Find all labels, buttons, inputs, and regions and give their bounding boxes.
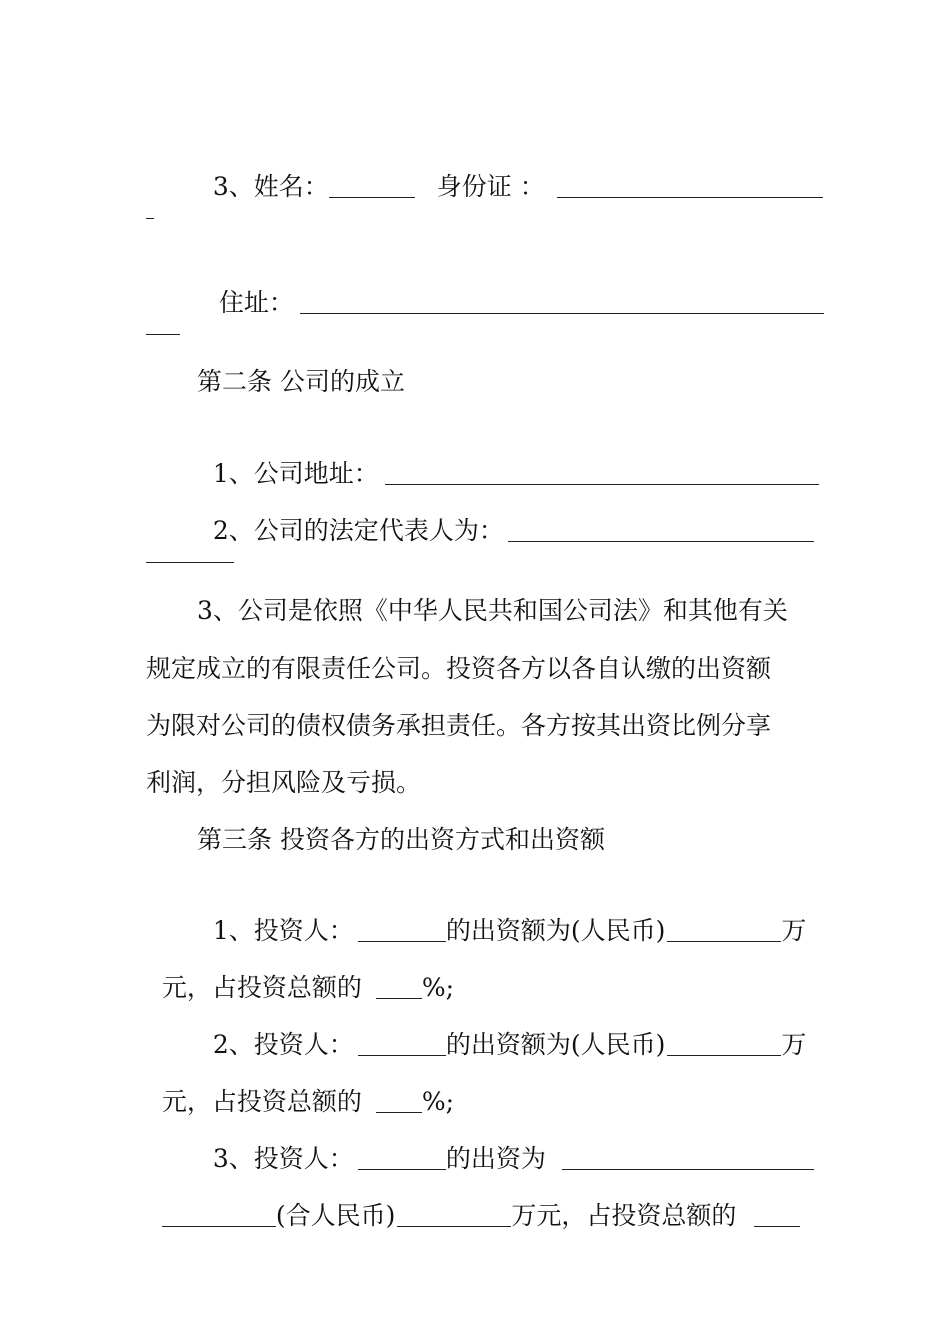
investor-3-share-label: 万元，占投资总额的 xyxy=(511,1201,737,1230)
investor-1-line xyxy=(197,880,807,945)
investor-3-rmb-label: (合人民币) xyxy=(275,1201,396,1230)
paragraph-line-2: 规定成立的有限责任公司。投资各方以各自认缴的出资额 xyxy=(146,654,772,683)
investor-2-label: 2、投资人： xyxy=(212,1030,354,1059)
investor-1-percent: %; xyxy=(421,973,455,1002)
id-blank-continued[interactable] xyxy=(146,218,154,219)
investor-2-share-label: 元，占投资总额的 xyxy=(161,1087,362,1116)
name-label: 3、姓名： xyxy=(212,172,329,201)
legal-rep-blank[interactable] xyxy=(508,517,814,542)
address-blank[interactable] xyxy=(300,289,824,314)
investor-3-share-blank[interactable] xyxy=(754,1202,800,1227)
investor-3-line xyxy=(197,1108,814,1173)
investor-2-unit: 万 xyxy=(781,1030,807,1059)
article-3-title: 第三条 投资各方的出资方式和出资额 xyxy=(197,825,605,854)
id-label: 身份证 ： xyxy=(436,172,545,201)
address-label: 住址： xyxy=(218,288,294,317)
investor-1-unit: 万 xyxy=(781,916,807,945)
investor-2-amount-label: 的出资额为(人民币) xyxy=(445,1030,666,1059)
investor-1-share-line xyxy=(146,937,455,1002)
investor-3-share-line xyxy=(146,1165,800,1230)
investor-1-label: 1、投资人： xyxy=(212,916,354,945)
company-address-line xyxy=(197,423,819,488)
investor-2-amount-blank[interactable] xyxy=(667,1031,781,1056)
address-line xyxy=(203,252,824,317)
id-blank[interactable] xyxy=(557,173,823,198)
investor-1-amount-blank[interactable] xyxy=(667,917,781,942)
investor-1-share-label: 元，占投资总额的 xyxy=(161,973,362,1002)
investor-2-line xyxy=(197,994,807,1059)
name-line xyxy=(197,136,823,201)
investor-2-share-line xyxy=(146,1051,455,1116)
name-blank[interactable] xyxy=(329,173,415,198)
paragraph-line-3: 为限对公司的债权债务承担责任。各方按其出资比例分享 xyxy=(146,711,772,740)
legal-rep-blank-continued[interactable] xyxy=(146,562,234,563)
investor-3-amount-blank[interactable] xyxy=(397,1202,511,1227)
investor-2-percent: %; xyxy=(421,1087,455,1116)
investor-1-amount-label: 的出资额为(人民币) xyxy=(445,916,666,945)
company-address-label: 1、公司地址： xyxy=(212,459,379,488)
investor-3-contribution-blank-continued[interactable] xyxy=(162,1202,276,1227)
article-2-title: 第二条 公司的成立 xyxy=(197,367,405,396)
legal-rep-line xyxy=(197,480,814,545)
legal-rep-label: 2、公司的法定代表人为： xyxy=(212,516,504,545)
investor-3-label: 3、投资人： xyxy=(212,1144,354,1173)
address-blank-continued[interactable] xyxy=(146,334,180,335)
paragraph-line-1: 3、公司是依照《中华人民共和国公司法》和其他有关 xyxy=(197,596,788,625)
investor-3-contribution-label: 的出资为 xyxy=(445,1144,546,1173)
paragraph-line-4: 利润，分担风险及亏损。 xyxy=(146,768,422,797)
